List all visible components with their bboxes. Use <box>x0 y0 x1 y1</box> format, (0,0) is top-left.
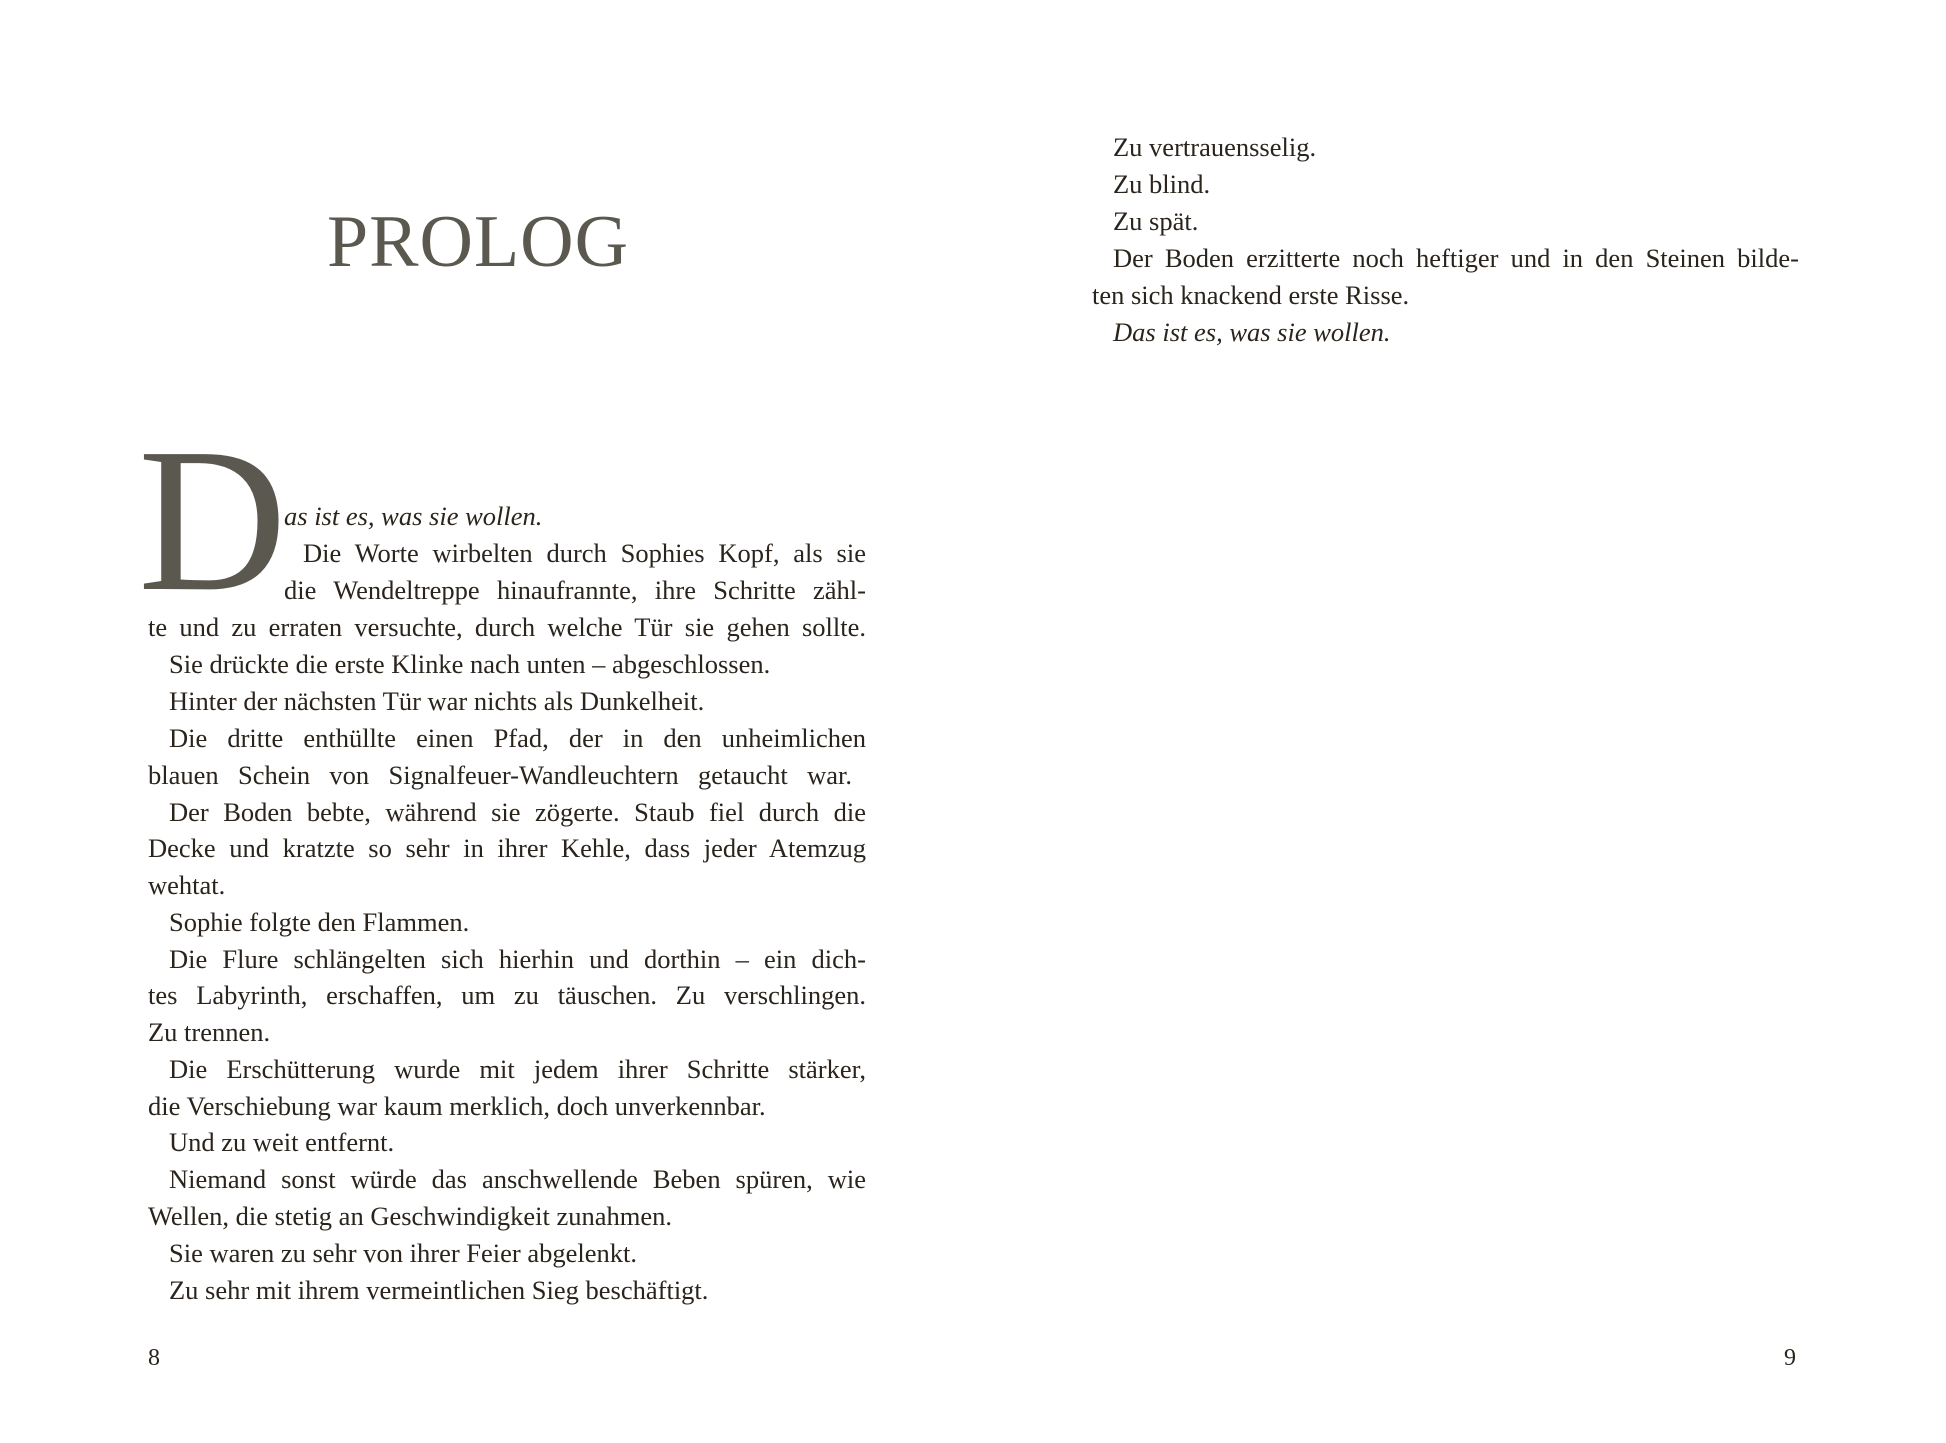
text-line: as ist es, was sie wollen. <box>284 501 543 531</box>
text-line: te und zu erraten versuchte, durch welche Tür sie gehen sollte. <box>148 612 866 642</box>
text-line: blauen Schein von Signalfeuer-Wandleuchtern getaucht war. <box>148 760 852 790</box>
text-line: Zu sehr mit ihrem vermeintlichen Sieg beschäftigt. <box>169 1275 709 1305</box>
text-line: Niemand sonst würde das anschwellende Beben spüren, wie <box>169 1164 866 1194</box>
text-line: Zu vertrauensselig. <box>1113 132 1317 162</box>
text-line: Der Boden bebte, während sie zögerte. Staub fiel durch die <box>169 797 866 827</box>
text-line: Die Worte wirbelten durch Sophies Kopf, als sie <box>303 538 866 568</box>
text-line: Und zu weit entfernt. <box>169 1127 395 1157</box>
text-line: Die Erschütterung wurde mit jedem ihrer Schritte stärker, <box>169 1054 866 1084</box>
text-line: Der Boden erzitterte noch heftiger und in den Steinen bilde- <box>1113 243 1799 273</box>
text-line: Wellen, die stetig an Geschwindigkeit zunahmen. <box>148 1201 673 1231</box>
text-line: Das ist es, was sie wollen. <box>1113 317 1391 347</box>
text-line: Sie waren zu sehr von ihrer Feier abgelenkt. <box>169 1238 637 1268</box>
text-line: ten sich knackend erste Risse. <box>1092 280 1410 310</box>
page-number: 9 <box>1784 1345 1796 1371</box>
text-line: Sie drückte die erste Klinke nach unten – abgeschlossen. <box>169 649 771 679</box>
text-line: die Wendeltreppe hinaufrannte, ihre Schritte zähl- <box>284 575 866 605</box>
text-line: Zu blind. <box>1113 169 1211 199</box>
text-line: Decke und kratzte so sehr in ihrer Kehle, dass jeder Atemzug <box>148 833 866 863</box>
page-number: 8 <box>148 1345 160 1371</box>
text-line: wehtat. <box>148 870 226 900</box>
text-line: Hinter der nächsten Tür war nichts als Dunkelheit. <box>169 686 705 716</box>
chapter-title: PROLOG <box>327 201 630 283</box>
text-line: Die dritte enthüllte einen Pfad, der in den unheimlichen <box>169 723 866 753</box>
text-line: Zu trennen. <box>148 1017 271 1047</box>
right-page <box>973 0 1946 1443</box>
text-line: Sophie folgte den Flammen. <box>169 907 470 937</box>
text-line: Zu spät. <box>1113 206 1199 236</box>
text-line: tes Labyrinth, erschaffen, um zu täuschen. Zu verschlingen. <box>148 980 866 1010</box>
text-line: die Verschiebung war kaum merklich, doch unverkennbar. <box>148 1091 766 1121</box>
drop-cap: D <box>138 405 287 634</box>
text-line: Die Flure schlängelten sich hierhin und dorthin – ein dich- <box>169 944 866 974</box>
